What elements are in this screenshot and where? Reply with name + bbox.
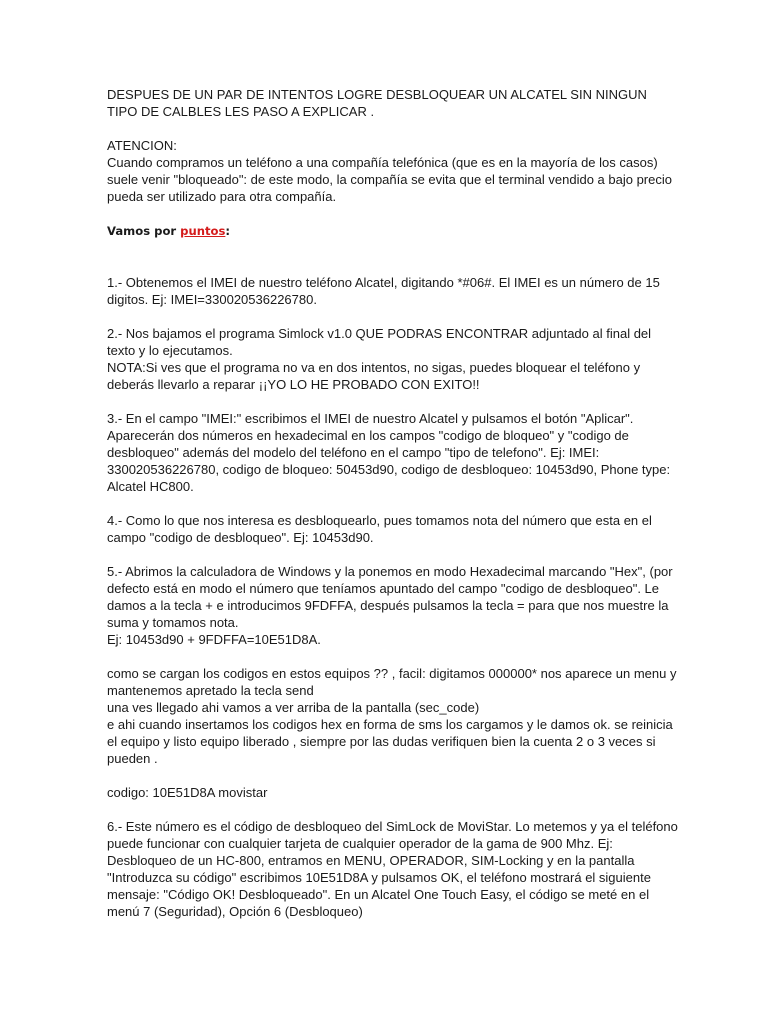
- text-line: TIPO DE CALBLES LES PASO A EXPLICAR .: [107, 104, 375, 119]
- text-line: 6.- Este número es el código de desbloqueo del SimLock de MoviStar. Lo metemos y ya el teléfono: [107, 819, 678, 834]
- text-line: Cuando compramos un teléfono a una compañía telefónica (que es en la mayoría de los casos): [107, 155, 658, 170]
- text-line: puede funcionar con cualquier tarjeta de cualquier operador de la gama de 900 Mhz. Ej:: [107, 836, 613, 851]
- text-line: 5.- Abrimos la calculadora de Windows y la ponemos en modo Hexadecimal marcando "Hex", (por: [107, 564, 673, 579]
- text-line: suma y tomamos nota.: [107, 615, 239, 630]
- text-line: NOTA:Si ves que el programa no va en dos intentos, no sigas, puedes bloquear el teléfono y: [107, 360, 641, 375]
- text-line: ATENCION:: [107, 138, 177, 153]
- text-line: Alcatel HC800.: [107, 479, 194, 494]
- heading-suffix: :: [225, 224, 231, 238]
- section-heading: [107, 223, 667, 240]
- text-line: codigo: 10E51D8A movistar: [107, 785, 268, 800]
- text-line: campo "codigo de desbloqueo". Ej: 10453d90.: [107, 530, 374, 545]
- puntos-link[interactable]: puntos: [180, 224, 226, 238]
- text-line: una ves llegado ahi vamos a ver arriba de la pantalla (sec_code): [107, 700, 480, 715]
- text-line: 4.- Como lo que nos interesa es desbloquearlo, pues tomamos nota del número que esta en el: [107, 513, 652, 528]
- document-body: [107, 86, 678, 920]
- text-line: "Introduzca su código" escribimos 10E51D8A y pulsamos OK, el teléfono mostrará el siguiente: [107, 870, 651, 885]
- text-line: digitos. Ej: IMEI=330020536226780.: [107, 292, 317, 307]
- text-line: damos a la tecla + e introducimos 9FDFFA, después pulsamos la tecla = para que nos muestre la: [107, 598, 669, 613]
- text-line: pueden .: [107, 751, 158, 766]
- carga-paragraph: [107, 665, 677, 767]
- text-line: desbloqueo" además del modelo del teléfono en el campo "tipo de telefono". Ej: IMEI:: [107, 445, 600, 460]
- codigo-paragraph: [107, 784, 667, 801]
- text-line: DESPUES DE UN PAR DE INTENTOS LOGRE DESBLOQUEAR UN ALCATEL SIN NINGUN: [107, 87, 647, 102]
- text-line: como se cargan los codigos en estos equipos ?? , facil: digitamos 000000* nos aparece un menu y: [107, 666, 677, 681]
- step-4-paragraph: [107, 512, 667, 546]
- text-line: 2.- Nos bajamos el programa Simlock v1.0 QUE PODRAS ENCONTRAR adjuntado al final del: [107, 326, 652, 341]
- text-line: e ahi cuando insertamos los codigos hex en forma de sms los cargamos y le damos ok. se reinicia: [107, 717, 673, 732]
- text-line: pueda ser utilizado para otra compañía.: [107, 189, 337, 204]
- text-line: defecto está en modo el número que teníamos apuntado del campo "codigo de desbloqueo". Le: [107, 581, 660, 596]
- text-line: el equipo y listo equipo liberado , siempre por las dudas verifiquen bien la cuenta 2 o 3 veces si: [107, 734, 656, 749]
- text-line: menú 7 (Seguridad), Opción 6 (Desbloqueo): [107, 904, 363, 919]
- text-line: Ej: 10453d90 + 9FDFFA=10E51D8A.: [107, 632, 321, 647]
- step-2-paragraph: [107, 325, 667, 393]
- text-line: suele venir "bloqueado": de este modo, la compañía se evita que el terminal vendido a bajo precio: [107, 172, 672, 187]
- text-line: mensaje: "Código OK! Desbloqueado". En un Alcatel One Touch Easy, el código se meté en el: [107, 887, 650, 902]
- text-line: texto y lo ejecutamos.: [107, 343, 233, 358]
- text-line: 3.- En el campo "IMEI:" escribimos el IMEI de nuestro Alcatel y pulsamos el botón "Aplicar".: [107, 411, 634, 426]
- text-line: 330020536226780, codigo de bloqueo: 50453d90, codigo de desbloqueo: 10453d90, Phone type:: [107, 462, 671, 477]
- step-5-paragraph: [107, 563, 673, 648]
- atencion-paragraph: [107, 137, 672, 205]
- text-line: mantenemos apretado la tecla send: [107, 683, 314, 698]
- text-line: Desbloqueo de un HC-800, entramos en MENU, OPERADOR, SIM-Locking y en la pantalla: [107, 853, 635, 868]
- text-line: deberás llevarlo a reparar ¡¡YO LO HE PROBADO CON EXITO!!: [107, 377, 480, 392]
- text-line: Aparecerán dos números en hexadecimal en los campos "codigo de bloqueo" y "codigo de: [107, 428, 629, 443]
- intro-paragraph: [107, 86, 667, 120]
- text-line: 1.- Obtenemos el IMEI de nuestro teléfono Alcatel, digitando *#06#. El IMEI es un número de 15: [107, 275, 660, 290]
- step-6-paragraph: [107, 818, 678, 920]
- step-3-paragraph: [107, 410, 671, 495]
- heading-prefix: Vamos por: [107, 224, 181, 238]
- step-1-paragraph: [107, 274, 667, 308]
